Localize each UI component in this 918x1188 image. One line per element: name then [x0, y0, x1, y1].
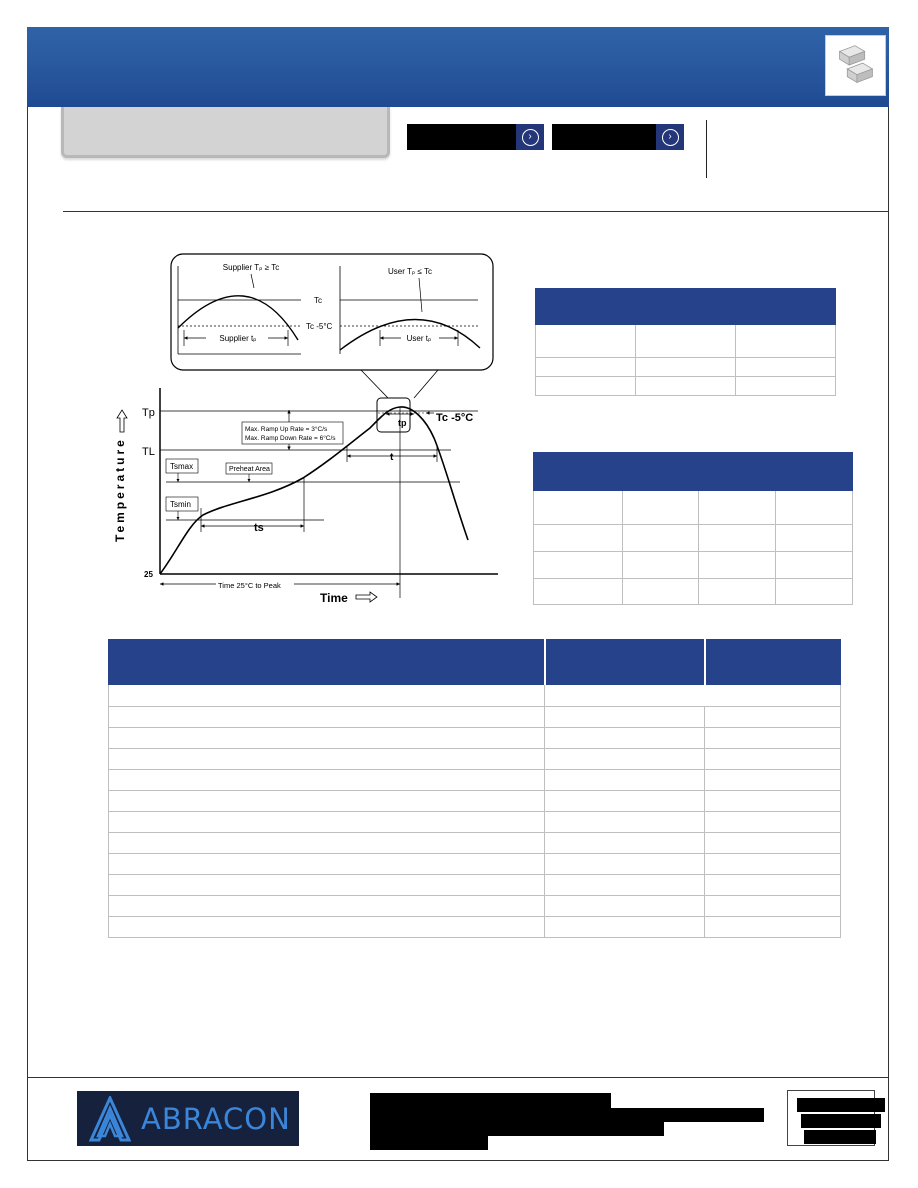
- table-cell: [545, 854, 705, 875]
- revision-block: [804, 1130, 876, 1144]
- inset-user-span: User tₚ: [406, 334, 432, 343]
- spec-table-3: [108, 639, 841, 938]
- nav-button-1[interactable]: [407, 124, 544, 150]
- ts-span-label: ts: [254, 522, 264, 534]
- table-cell: [705, 770, 841, 791]
- nav-button-2[interactable]: [552, 124, 684, 150]
- x-axis-label: Time: [320, 591, 348, 605]
- table-cell: [699, 525, 776, 552]
- footer-address-block: [370, 1093, 611, 1108]
- footer-rule: [27, 1077, 889, 1078]
- table-cell: [545, 770, 705, 791]
- table-cell: [623, 525, 699, 552]
- tsmin-label: Tsmin: [170, 500, 191, 509]
- table-cell: [536, 377, 636, 396]
- tl-axis-label: TL: [142, 446, 155, 458]
- table-cell: [636, 358, 736, 377]
- table-cell: [636, 377, 736, 396]
- table-cell: [109, 770, 545, 791]
- inset-tc-label: Tc: [314, 296, 322, 305]
- table-cell: [545, 707, 705, 728]
- chevron-right-icon: ›: [516, 124, 544, 150]
- table-cell: [699, 552, 776, 579]
- table-cell: [534, 552, 623, 579]
- inset-supplier-span: Supplier tₚ: [219, 334, 257, 343]
- table-cell: [534, 525, 623, 552]
- y-axis-label: Temperature: [113, 437, 127, 542]
- table-cell: [699, 491, 776, 525]
- table-cell: [699, 579, 776, 605]
- table-cell: [736, 358, 836, 377]
- table-cell: [109, 854, 545, 875]
- table-cell: [705, 896, 841, 917]
- table-cell: [109, 707, 545, 728]
- table-3-header-col-1: [109, 640, 545, 685]
- header-banner: [27, 27, 889, 107]
- table-cell: [109, 917, 545, 938]
- table-cell: [705, 812, 841, 833]
- preheat-label: Preheat Area: [229, 466, 270, 473]
- table-3-header-col-3: [705, 640, 841, 685]
- table-cell: [705, 749, 841, 770]
- table-3-header-col-2: [545, 640, 705, 685]
- table-cell: [545, 833, 705, 854]
- table-1-header: [536, 289, 836, 325]
- table-cell: [109, 791, 545, 812]
- inset-tc-minus-label: Tc -5°C: [306, 322, 333, 331]
- table-cell: [705, 854, 841, 875]
- tp-span-label: tp: [398, 418, 407, 428]
- origin-label: 25: [144, 570, 153, 579]
- table-cell: [534, 579, 623, 605]
- section-rule: [63, 211, 889, 212]
- product-image: [825, 35, 886, 96]
- ramp-up-note: Max. Ramp Up Rate = 3°C/s: [245, 426, 328, 433]
- footer-address-block: [370, 1136, 488, 1150]
- table-cell: [545, 917, 705, 938]
- inset-user-label: User Tₚ ≤ Tc: [388, 267, 432, 276]
- table-cell: [705, 917, 841, 938]
- table-cell: [776, 525, 853, 552]
- abracon-logo-mark-icon: [89, 1096, 131, 1142]
- table-cell: [109, 875, 545, 896]
- table-cell: [623, 491, 699, 525]
- table-cell: [623, 579, 699, 605]
- table-cell: [109, 833, 545, 854]
- table-cell: [705, 728, 841, 749]
- t-span-label: t: [390, 452, 394, 463]
- inset-supplier-label: Supplier Tₚ ≥ Tc: [222, 263, 280, 272]
- header-divider: [706, 120, 707, 178]
- chevron-right-icon: ›: [656, 124, 684, 150]
- table-cell: [705, 791, 841, 812]
- table-cell: [109, 728, 545, 749]
- table-cell: [545, 896, 705, 917]
- table-cell: [545, 749, 705, 770]
- table-cell: [705, 875, 841, 896]
- table-cell: [705, 833, 841, 854]
- company-logo[interactable]: [77, 1091, 299, 1146]
- table-cell: [736, 325, 836, 358]
- table-cell: [536, 358, 636, 377]
- tc-minus-label: Tc -5°C: [436, 412, 474, 424]
- revision-block: [801, 1114, 881, 1128]
- table-cell: [636, 325, 736, 358]
- table-cell: [109, 812, 545, 833]
- table-cell: [545, 812, 705, 833]
- table-cell: [776, 579, 853, 605]
- table-cell: [736, 377, 836, 396]
- table-cell: [776, 552, 853, 579]
- reflow-profile-diagram: [108, 250, 508, 610]
- table-cell: [705, 707, 841, 728]
- table-cell: [109, 896, 545, 917]
- ramp-down-note: Max. Ramp Down Rate = 6°C/s: [245, 435, 336, 442]
- spec-table-1: [535, 288, 836, 396]
- tsmax-label: Tsmax: [170, 462, 194, 471]
- logo-wordmark: ABRACON: [141, 1101, 291, 1136]
- table-cell: [545, 685, 841, 707]
- table-cell: [109, 749, 545, 770]
- table-cell: [109, 685, 545, 707]
- table-cell: [536, 325, 636, 358]
- table-cell: [776, 491, 853, 525]
- title-panel: [61, 107, 390, 158]
- tp-axis-label: Tp: [142, 407, 155, 419]
- footer-address-block: [370, 1122, 664, 1136]
- table-cell: [545, 728, 705, 749]
- table-2-header: [534, 453, 853, 491]
- spec-table-2: [533, 452, 853, 605]
- time-to-peak-label: Time 25°C to Peak: [218, 581, 281, 590]
- table-cell: [545, 791, 705, 812]
- footer-address-block: [370, 1108, 764, 1122]
- table-cell: [623, 552, 699, 579]
- table-cell: [545, 875, 705, 896]
- table-cell: [534, 491, 623, 525]
- revision-block: [797, 1098, 885, 1112]
